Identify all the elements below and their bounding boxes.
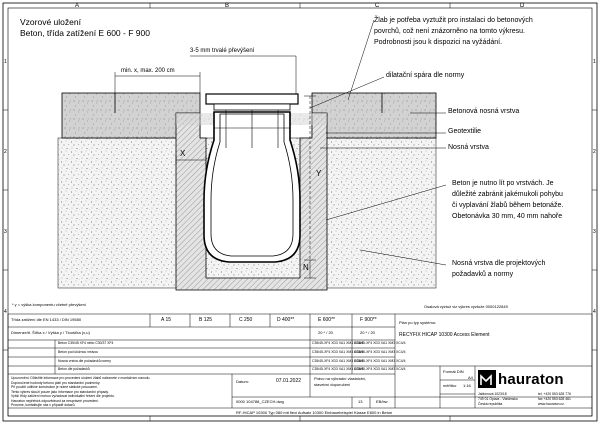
load-class-f900: F 900** [360, 317, 377, 323]
load-class-a15: A 15 [161, 317, 172, 323]
grid-letter: D [520, 3, 525, 9]
grate [206, 94, 298, 104]
footer-caption: RF-HICAP 10300 Typ 080 mit flexi Aufsatz 10300 Einbauebeispiel Klasse E600 in Beton [236, 410, 393, 415]
date-label: Datum: [236, 379, 249, 384]
grid-number: 1 [593, 59, 596, 65]
load-class-b125: B 125 [199, 317, 213, 323]
grid-number: 4 [593, 309, 596, 315]
table-cell-e600: C35/45-XF4 XD3 XA1 XM3 XC4/4 [312, 350, 364, 354]
sheet-number: 13 [358, 399, 363, 404]
table-row-label: Beton pod úložnou vrstvou [58, 350, 99, 354]
contact-line: www.hauraton.cz [538, 402, 564, 406]
load-class-d400: D 400** [277, 317, 295, 323]
table-cell-e600: C35/45-XF4 XD3 XA1 XM3 XC4/4 [312, 341, 364, 345]
dimension-x: X [180, 149, 186, 158]
address-line: Česká republika [478, 402, 503, 406]
format-label: Formát DIN [443, 369, 464, 374]
table-cell-e600: C35/45-XF4 XD3 XA1 XM3 XC4/4 [312, 359, 364, 363]
grid-letter: A [75, 3, 80, 9]
grid-number: 2 [593, 149, 596, 155]
table-note: Při použití odlišné konstrukce je nutné statické posouzení. [11, 385, 99, 389]
address-line: 749 01 Opava - Vlašimsko [478, 397, 518, 401]
date-value: 07.01.2022 [276, 378, 302, 384]
drawing-title: Vzorové uložení [20, 17, 81, 27]
table-cell-e600: C35/45-XF4 XD3 XA1 XM3 XC4/4 [312, 367, 364, 371]
grid-number: 3 [4, 229, 7, 235]
callout-geotextile: Geotextilie [448, 128, 482, 135]
table-dimension-label: Dimenze/tl. Šířka x / Výška y / Tloušťka (x,u) [11, 330, 90, 335]
contact-line: fax +420 553 628 461 [538, 397, 571, 401]
grid-number: 1 [4, 59, 7, 65]
drawing-subtitle: Beton, třída zatížení E 600 - F 900 [20, 28, 150, 38]
grid-number: 2 [4, 149, 7, 155]
dimension-value-e600: 20 * / 20 [318, 330, 333, 335]
callout-concrete-note-line1: Beton je nutno lít po vrstvách. Je [452, 180, 554, 187]
grid-number: 4 [4, 309, 7, 315]
drawn-by: EB/bw [376, 399, 388, 404]
address-line: Jablonová 1023/18 [478, 392, 507, 396]
callout-expansion-joint: dilatační spára dle normy [386, 72, 465, 79]
table-note: Upozornění: Důležité informace pro provedení uložení žlabů naleznete v montážním návodu. [11, 376, 151, 380]
table-row-label: Beton dle požadavků [58, 367, 90, 371]
table-cell-f900: C35/45-XF4 XD3 XA1 XM3 XC4/4 [354, 359, 406, 363]
table-cell-f900: C35/45-XF4 XD3 XA1 XM3 XC4/4 [354, 367, 406, 371]
format-value: A4 [468, 375, 473, 380]
authorship-line2: stavební doporučení [314, 382, 351, 387]
table-cell-f900: C35/45-XF4 XD3 XA1 XM3 XC4/4 [354, 341, 406, 345]
callout-concrete-layer: Betonová nosná vrstva [448, 108, 520, 115]
grid-letter: C [375, 3, 380, 9]
callout-bearing-layer2-line1: Nosná vrstva dle projektových [452, 260, 546, 267]
drawing-number: 0000 104788_CZECH.dwg [236, 399, 284, 404]
callout-reinforce-line1: Žlab je potřeba vyztužit pro instalaci do betonových [374, 17, 533, 24]
dimension-n: N [303, 263, 309, 272]
callout-reinforce-line2: povrchů, což není znázorněno na tomto výkresu. [374, 28, 525, 35]
table-note: Hauraton nepřebírá odpovědnost za nesprávné provedení. [11, 398, 100, 403]
grid-number: 3 [593, 229, 596, 235]
callout-bearing-layer: Nosná vrstva [448, 144, 489, 151]
dimension-y: Y [316, 169, 322, 178]
callout-concrete-note-line4: Obetonávka 30 mm, 40 mm nahoře [452, 213, 563, 220]
width-dimension: min. x, max. 200 cm [121, 68, 175, 74]
table-row-label: Nosná vrstva dle požadavků normy [58, 359, 111, 363]
table-note: Tento výkres slouží pouze jako informace pro standardní případy. [11, 389, 109, 394]
load-class-e600: E 600** [318, 317, 335, 323]
scale-label: měřítko [443, 383, 457, 388]
table-load-class-label: Třída zatížení dle EN 1433 / DIN 19580 [11, 317, 82, 322]
callout-bearing-layer2-line2: požadavků a normy [452, 271, 514, 278]
product-name: RECYFIX HICAP 10300 Access Element [399, 332, 490, 338]
callout-reinforce-line3: Podrobnosti jsou k dispozici na vyžádání. [374, 39, 503, 46]
table-note: Prosíme, kontaktujte nás v případě dotazů. [11, 403, 76, 407]
grid-letter: B [225, 3, 230, 9]
table-note: Doporučené hodnoty betonu platí pro standardní podmínky. [11, 380, 101, 385]
callout-concrete-note-line3: či vyplavání žlabů během betonáže. [452, 202, 564, 209]
overheight-dimension: 3-5 mm trvalé převýšení [190, 48, 255, 54]
footnote-reinforcement: Osalová výztuž viz výkres výztuže 0000122849 [424, 304, 508, 309]
plan-label: Plán po typ systému: [399, 320, 437, 325]
table-note: Vyšší třídy zatížení mohou vyžadovat individuální řešení dle projektu. [11, 394, 115, 398]
contact-line: tel. +420 553 628 776 [538, 392, 571, 396]
scale-value: 1:16 [463, 383, 471, 388]
table-cell-f900: C35/45-XF4 XD3 XA1 XM3 XC4/4 [354, 350, 406, 354]
hauraton-logo: hauraton [498, 371, 564, 388]
table-row-label: Beton C35/45 XF4 nebo C30/37 XF4 [58, 341, 114, 345]
dimension-value-f900: 20 * / 20 [360, 330, 375, 335]
concrete-pavement-right [312, 93, 436, 138]
authorship-line1: Právo na výhradní vlastnictví, [314, 376, 367, 381]
hauraton-logo-mark [478, 370, 496, 388]
callout-concrete-note-line2: důležité zabránit jakémukoli pohybu [452, 191, 563, 198]
load-class-c250: C 250 [239, 317, 253, 323]
footnote-height: * y = výška komponentu včetně převýšení [12, 302, 86, 307]
